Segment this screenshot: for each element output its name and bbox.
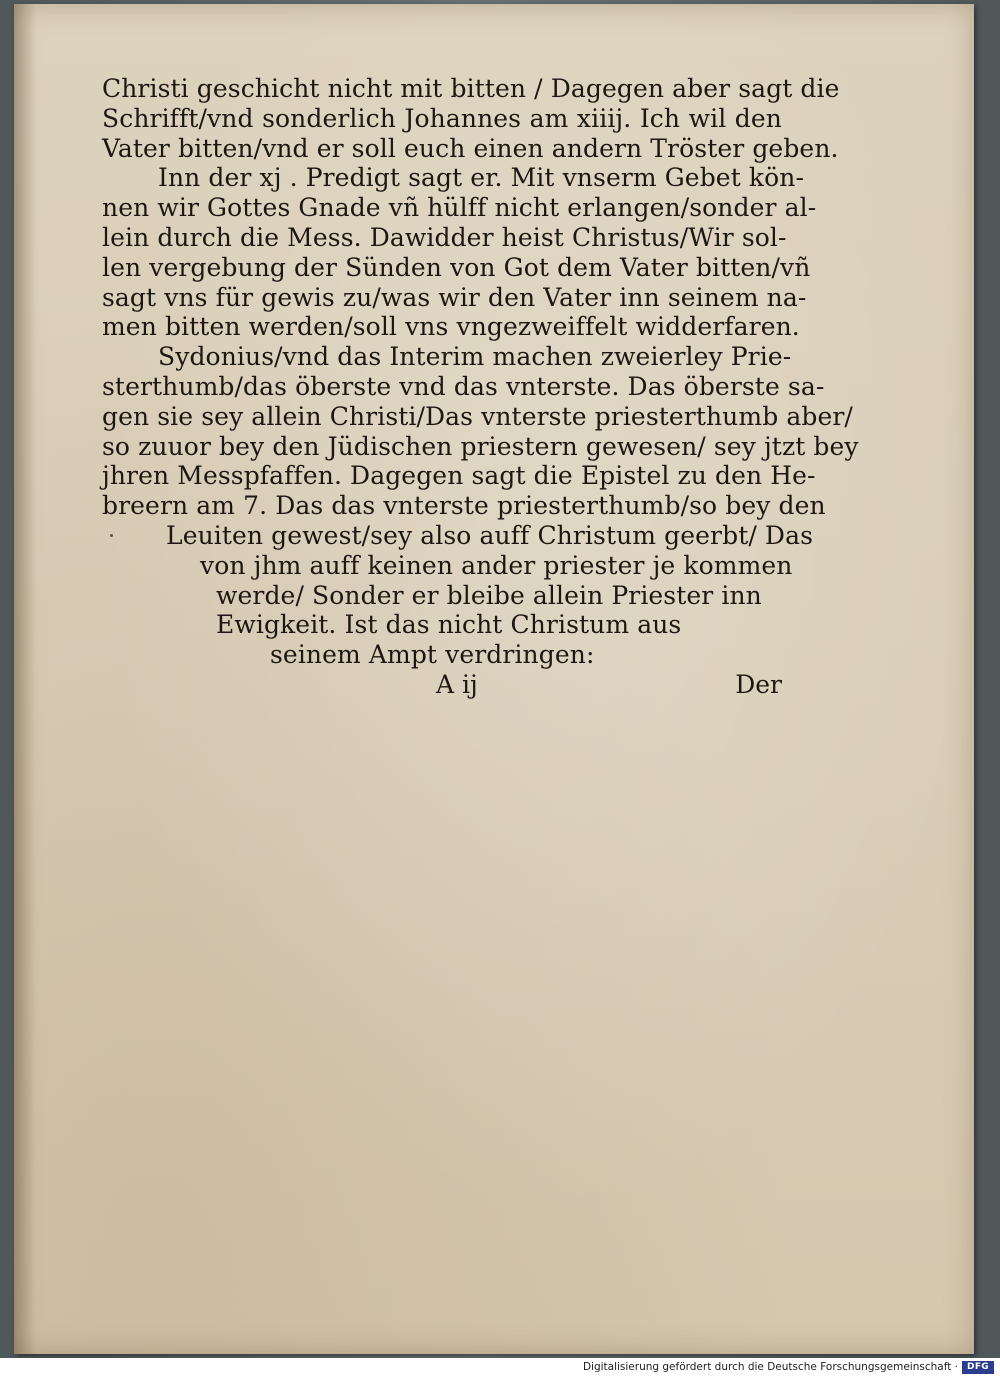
text-line: Leuiten gewest/sey also auff Christum geerbt/ Das	[166, 520, 814, 550]
text-line: von jhm auff keinen ander priester je kommen	[200, 550, 793, 580]
text-line: Christi geschicht nicht mit bitten / Dagegen aber sagt die	[102, 74, 840, 103]
text-line: werde/ Sonder er bleibe allein Priester inn	[216, 580, 762, 610]
text-line: Vater bitten/vnd er soll euch einen andern Tröster geben.	[102, 133, 839, 163]
text-line: sterthumb/das öberste vnd das vnterste. Das öberste sa-	[102, 371, 825, 401]
text-line: lein durch die Mess. Dawidder heist Christus/Wir sol-	[102, 222, 787, 252]
catchword: Der	[735, 670, 782, 699]
text-line: seinem Ampt verdringen:	[270, 640, 595, 670]
text-line: jhren Messpfaffen. Dagegen sagt die Epistel zu den He-	[102, 461, 816, 491]
funding-credit-text: Digitalisierung gefördert durch die Deutsche Forschungsgemeinschaft ·	[582, 1361, 958, 1373]
text-line: len vergebung der Sünden von Got dem Vater bitten/vñ	[102, 252, 811, 282]
gutter-shadow	[14, 4, 36, 1354]
signature-mark: A ij	[436, 670, 478, 699]
page-text	[102, 74, 859, 670]
text-line: gen sie sey allein Christi/Das vnterste priesterthumb aber/	[102, 401, 853, 431]
text-line: Inn der xj . Predigt sagt er. Mit vnserm Gebet kön-	[158, 163, 805, 193]
text-line: so zuuor bey den Jüdischen priestern gewesen/ sey jtzt bey	[102, 431, 859, 461]
text-line: sagt vns für gewis zu/was wir den Vater inn seinem na-	[102, 282, 807, 312]
book-page	[14, 4, 974, 1354]
page-footer	[102, 670, 782, 700]
text-line: nen wir Gottes Gnade vñ hülff nicht erlangen/sonder al-	[102, 193, 817, 223]
text-line: men bitten werden/soll vns vngezweiffelt widderfaren.	[102, 312, 800, 342]
text-line: breern am 7. Das das vnterste priesterthumb/so bey den	[102, 491, 826, 521]
dfg-logo: DFG	[962, 1361, 994, 1374]
text-line: Ewigkeit. Ist das nicht Christum aus	[216, 610, 682, 640]
text-line: Schrifft/vnd sonderlich Johannes am xiiij. Ich wil den	[102, 103, 782, 133]
text-line: Sydonius/vnd das Interim machen zweierley Prie-	[158, 342, 792, 372]
funding-credit-bar	[0, 1358, 1000, 1377]
